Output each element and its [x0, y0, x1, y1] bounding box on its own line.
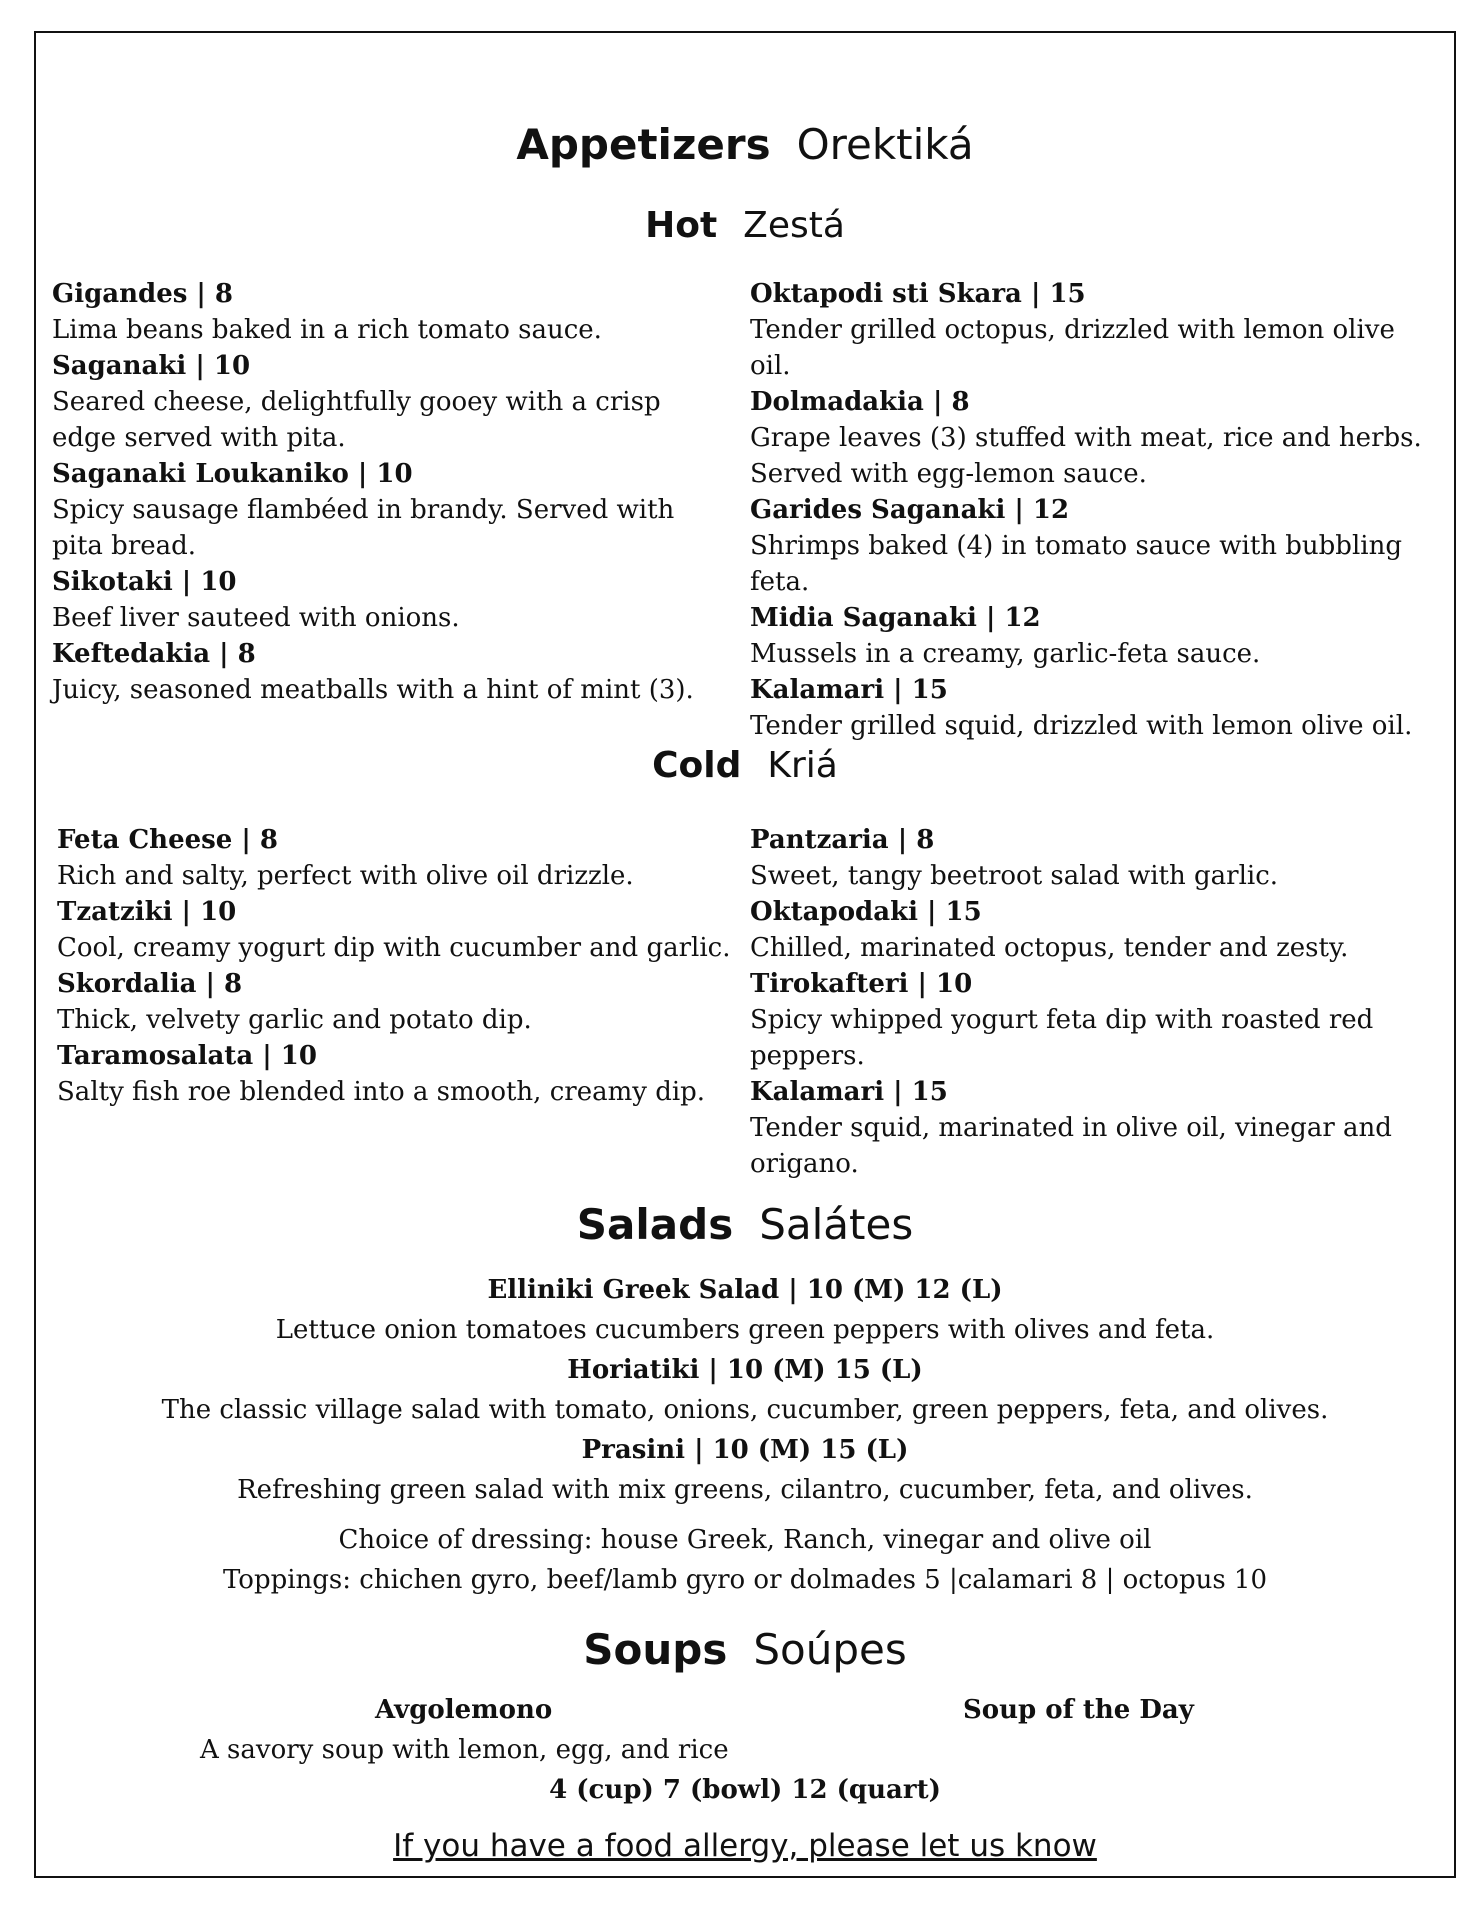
- menu-item-name: Tirokafteri | 10: [750, 969, 973, 999]
- salad-desc: Lettuce onion tomatoes cucumbers green peppers with olives and feta.: [275, 1315, 1215, 1345]
- menu-item-desc: Cool, creamy yogurt dip with cucumber and garlic.: [57, 933, 731, 963]
- hot-subtitle: Zestá: [743, 205, 845, 246]
- soups-subtitle: Soúpes: [753, 1625, 907, 1674]
- salads-subtitle: Salátes: [759, 1200, 914, 1249]
- soup-prices-text: 4 (cup) 7 (bowl) 12 (quart): [549, 1775, 941, 1805]
- salads-title: Salads: [576, 1200, 734, 1249]
- menu-item-desc: Seared cheese, delightfully gooey with a crisp edge served with pita.: [52, 387, 661, 453]
- menu-item-desc: Spicy sausage flambéed in brandy. Served with pita bread.: [52, 495, 675, 561]
- menu-item-desc: Thick, velvety garlic and potato dip.: [57, 1005, 532, 1035]
- menu-item-desc: Grape leaves (3) stuffed with meat, rice and herbs. Served with egg-lemon sauce.: [750, 423, 1422, 489]
- soups-heading: [34, 1625, 1456, 1674]
- hot-heading: [34, 205, 1456, 246]
- appetizers-subtitle: Orektiká: [796, 120, 974, 169]
- menu-item-name: Tzatziki | 10: [57, 897, 237, 927]
- salad-toppings: Toppings: chichen gyro, beef/lamb gyro or dolmades 5 |calamari 8 | octopus 10: [222, 1565, 1268, 1595]
- soup-avgolemono-desc: A savory soup with lemon, egg, and rice: [200, 1735, 729, 1765]
- menu-item-name: Oktapodaki | 15: [750, 897, 982, 927]
- salad-name: Horiatiki | 10 (M) 15 (L): [567, 1355, 923, 1385]
- menu-item-name: Sikotaki | 10: [52, 567, 237, 597]
- menu-item-name: Oktapodi sti Skara | 15: [750, 279, 1086, 309]
- menu-item-desc: Shrimps baked (4) in tomato sauce with bubbling feta.: [750, 531, 1402, 597]
- menu-item-desc: Tender grilled octopus, drizzled with lemon olive oil.: [750, 315, 1395, 381]
- salads-list: [34, 1270, 1456, 1510]
- menu-item-name: Kalamari | 15: [750, 1077, 948, 1107]
- appetizers-heading: [34, 120, 1456, 169]
- menu-item-desc: Juicy, seasoned meatballs with a hint of mint (3).: [52, 675, 694, 705]
- hot-title: Hot: [645, 205, 718, 246]
- menu-item-desc: Tender grilled squid, drizzled with lemon olive oil.: [750, 711, 1413, 741]
- cold-title: Cold: [652, 745, 742, 786]
- menu-item-desc: Beef liver sauteed with onions.: [52, 603, 460, 633]
- salad-desc: The classic village salad with tomato, onions, cucumber, green peppers, feta, and olives.: [161, 1395, 1329, 1425]
- menu-item-desc: Mussels in a creamy, garlic-feta sauce.: [750, 639, 1261, 669]
- soups-title: Soups: [583, 1625, 728, 1674]
- menu-item-desc: Chilled, marinated octopus, tender and zesty.: [750, 933, 1349, 963]
- salad-name: Prasini | 10 (M) 15 (L): [581, 1435, 909, 1465]
- menu-item-name: Feta Cheese | 8: [57, 825, 278, 855]
- soup-prices: [34, 1772, 1456, 1808]
- menu-item-name: Taramosalata | 10: [57, 1041, 317, 1071]
- menu-item-desc: Spicy whipped yogurt feta dip with roasted red peppers.: [750, 1005, 1374, 1071]
- menu-item-name: Saganaki Loukaniko | 10: [52, 459, 413, 489]
- appetizers-title: Appetizers: [516, 120, 771, 169]
- salad-name: Elliniki Greek Salad | 10 (M) 12 (L): [487, 1275, 1003, 1305]
- hot-right-column: [750, 276, 1440, 744]
- soup-of-the-day: Soup of the Day: [963, 1695, 1194, 1725]
- menu-item-name: Keftedakia | 8: [52, 639, 256, 669]
- cold-left-column: [57, 822, 737, 1110]
- menu-item-name: Dolmadakia | 8: [750, 387, 970, 417]
- menu-item-name: Saganaki | 10: [52, 351, 251, 381]
- menu-item-desc: Tender squid, marinated in olive oil, vinegar and origano.: [750, 1113, 1392, 1179]
- cold-subtitle: Kriá: [767, 745, 838, 786]
- menu-item-name: Skordalia | 8: [57, 969, 243, 999]
- salad-dressing: Choice of dressing: house Greek, Ranch, vinegar and olive oil: [338, 1525, 1152, 1555]
- salads-heading: [34, 1200, 1456, 1249]
- menu-item-name: Pantzaria | 8: [750, 825, 935, 855]
- soup-avgolemono: Avgolemono: [375, 1695, 553, 1725]
- salads-options: [34, 1520, 1456, 1600]
- menu-item-desc: Sweet, tangy beetroot salad with garlic.: [750, 861, 1279, 891]
- salad-desc: Refreshing green salad with mix greens, cilantro, cucumber, feta, and olives.: [237, 1475, 1253, 1505]
- menu-item-name: Kalamari | 15: [750, 675, 948, 705]
- menu-item-desc: Salty fish roe blended into a smooth, creamy dip.: [57, 1077, 706, 1107]
- menu-item-name: Midia Saganaki | 12: [750, 603, 1041, 633]
- menu-item-desc: Lima beans baked in a rich tomato sauce.: [52, 315, 602, 345]
- menu-item-desc: Rich and salty, perfect with olive oil drizzle.: [57, 861, 634, 891]
- cold-right-column: [750, 822, 1430, 1182]
- menu-item-name: Gigandes | 8: [52, 279, 234, 309]
- menu-item-name: Garides Saganaki | 12: [750, 495, 1070, 525]
- allergy-note: If you have a food allergy, please let us know: [393, 1828, 1097, 1864]
- cold-heading: [34, 745, 1456, 786]
- hot-left-column: [52, 276, 732, 708]
